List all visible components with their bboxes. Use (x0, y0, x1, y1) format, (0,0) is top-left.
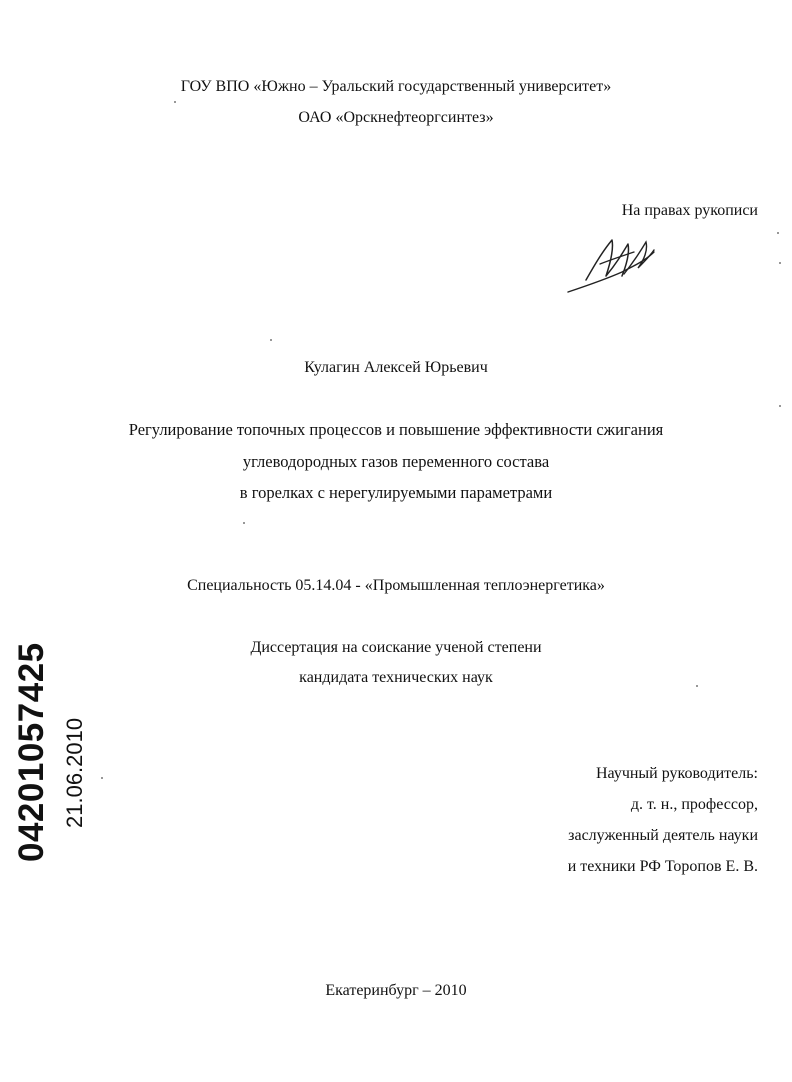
supervisor-label: Научный руководитель: (595, 765, 758, 782)
dissertation-title-line-1: Регулирование топочных процессов и повышение эффективности сжигания (128, 420, 664, 439)
institution-line-1: ГОУ ВПО «Южно – Уральский государственный университет» (180, 78, 612, 95)
scan-speck (101, 777, 103, 779)
library-stamp (10, 632, 100, 862)
scan-speck (243, 522, 245, 524)
dissertation-title-line-2: углеводородных газов переменного состава (242, 452, 550, 471)
stamp-number: 04201057425 (12, 642, 51, 862)
degree-line-1: Диссертация на соискание ученой степени (250, 639, 542, 656)
institution-line-2: ОАО «Орскнефтеоргсинтез» (298, 109, 494, 126)
scan-speck (779, 262, 781, 264)
supervisor-honor: заслуженный деятель науки (568, 827, 758, 844)
dissertation-title-line-3: в горелках с нерегулируемыми параметрами (239, 483, 553, 502)
scan-speck (270, 339, 272, 341)
scan-speck (174, 101, 176, 103)
supervisor-name: и техники РФ Торопов Е. В. (567, 858, 758, 875)
supervisor-degree: д. т. н., профессор, (630, 796, 758, 813)
city-year: Екатеринбург – 2010 (325, 982, 467, 999)
author-name: Кулагин Алексей Юрьевич (304, 359, 488, 376)
manuscript-note: На правах рукописи (621, 202, 758, 219)
specialty-line: Специальность 05.14.04 - «Промышленная теплоэнергетика» (187, 577, 605, 594)
stamp-date: 21.06.2010 (62, 717, 87, 828)
scan-speck (777, 232, 779, 234)
handwritten-signature-icon (564, 230, 660, 298)
scan-speck (779, 405, 781, 407)
scan-speck (696, 685, 698, 687)
degree-line-2: кандидата технических наук (299, 669, 493, 686)
